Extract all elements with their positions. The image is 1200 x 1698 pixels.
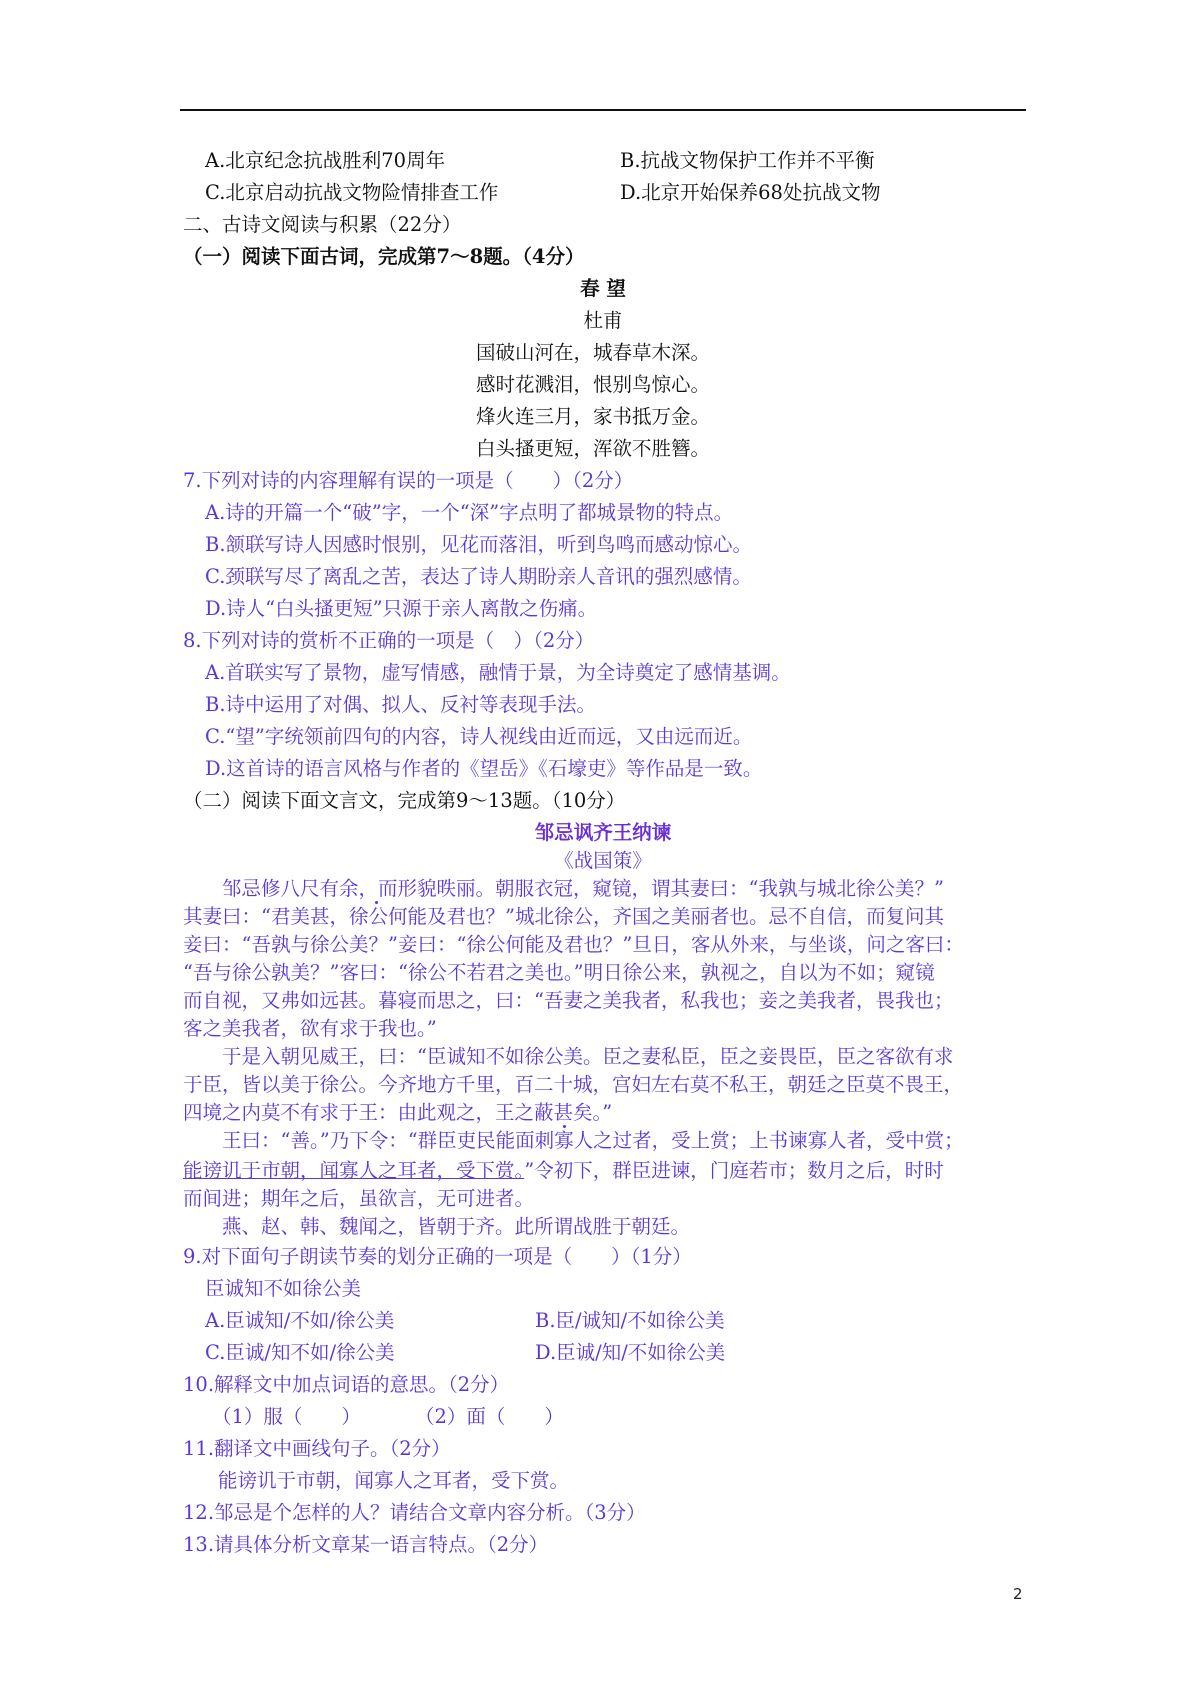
- q7-option: A.诗的开篇一个“破”字，一个“深”字点明了都城景物的特点。: [205, 501, 734, 524]
- q7-option: B.颔联写诗人因感时恨别，见花而落泪，听到鸟鸣而感动惊心。: [205, 533, 753, 556]
- q6-option-b: B.抗战文物保护工作并不平衡: [620, 149, 875, 172]
- q10-stem: 10.解释文中加点词语的意思。（2分）: [183, 1373, 510, 1396]
- poem-line: 国破山河在，城春草木深。: [476, 341, 711, 364]
- part1-title: （一）阅读下面古词，完成第7～8题。（4分）: [183, 245, 585, 268]
- q8-option: A.首联实写了景物，虚写情感，融情于景，为全诗奠定了感情基调。: [205, 661, 791, 684]
- q12-stem: 12.邹忌是个怎样的人？请结合文章内容分析。（3分）: [183, 1501, 646, 1524]
- poem-line: 感时花溅泪，恨别鸟惊心。: [476, 373, 711, 396]
- q8-option: B.诗中运用了对偶、拟人、反衬等表现手法。: [205, 693, 597, 716]
- prose-line-underlined: [183, 1158, 1028, 1184]
- q9-option-b: B.臣/诚知/不如徐公美: [535, 1309, 725, 1332]
- prose-line: 邹忌修八尺有余，而形貌昳丽。朝服衣冠，窥镜，谓其妻曰：“我孰与城北徐公美？”: [183, 877, 944, 900]
- q6-option-c: C.北京启动抗战文物险情排查工作: [205, 181, 499, 204]
- prose-line: 其妻曰：“君美甚，徐公何能及君也？”城北徐公，齐国之美丽者也。忌不自信，而复问其: [183, 905, 944, 928]
- header-rule: [180, 109, 1026, 111]
- page-number: 2: [1013, 1585, 1023, 1603]
- q6-option-a: A.北京纪念抗战胜利70周年: [205, 149, 446, 172]
- q9-option-c: C.臣诚/知不如/徐公美: [205, 1341, 395, 1364]
- prose-title: 邹忌讽齐王纳谏: [534, 821, 672, 844]
- q10-item-1: （1）服（ ）: [212, 1405, 361, 1428]
- prose-line: 于臣，皆以美于徐公。今齐地方千里，百二十城，宫妇左右莫不私王，朝廷之臣莫不畏王，: [183, 1073, 964, 1096]
- q8-stem: 8.下列对诗的赏析不正确的一项是（ ）（2分）: [183, 629, 595, 652]
- q7-option: C.颈联写尽了离乱之苦，表达了诗人期盼亲人音讯的强烈感情。: [205, 565, 752, 588]
- section2-title: 二、古诗文阅读与积累（22分）: [183, 213, 462, 236]
- q11-stem: 11.翻译文中画线句子。（2分）: [183, 1437, 451, 1460]
- prose-line: 于是入朝见威王，曰：“臣诚知不如徐公美。臣之妻私臣，臣之妾畏臣，臣之客欲有求: [183, 1045, 954, 1068]
- prose-line: 燕、赵、韩、魏闻之，皆朝于齐。此所谓战胜于朝廷。: [183, 1215, 691, 1238]
- prose-line: 而自视，又弗如远甚。暮寝而思之，曰：“吾妻之美我者，私我也；妾之美我者，畏我也；: [183, 989, 954, 1012]
- prose-line: 客之美我者，欲有求于我也。”: [183, 1017, 437, 1040]
- q8-option: D.这首诗的语言风格与作者的《望岳》《石壕吏》等作品是一致。: [205, 757, 763, 780]
- prose-line: 王曰：“善。”乃下令：“群臣吏民能面刺寡人之过者，受上赏；上书谏寡人者，受中赏；: [183, 1129, 964, 1152]
- q9-option-d: D.臣诚/知/不如徐公美: [535, 1341, 726, 1364]
- prose-source: 《战国策》: [554, 849, 652, 872]
- prose-line: 而间进；期年之后，虽欲言，无可进者。: [183, 1187, 535, 1210]
- poem-author: 杜甫: [583, 309, 623, 332]
- q7-option: D.诗人“白头搔更短”只源于亲人离散之伤痛。: [205, 597, 598, 620]
- q8-option: C.“望”字统领前四句的内容，诗人视线由近而远，又由远而近。: [205, 725, 753, 748]
- poem-title: 春 望: [580, 277, 626, 300]
- q9-option-a: A.臣诚知/不如/徐公美: [205, 1309, 395, 1332]
- prose-line: 四境之内莫不有求于王：由此观之，王之蔽甚矣。”: [183, 1101, 613, 1124]
- q10-item-2: （2）面（ ）: [415, 1405, 564, 1428]
- q11-sentence: 能谤讥于市朝，闻寡人之耳者，受下赏。: [218, 1469, 570, 1492]
- emphasis-dot: [563, 1125, 566, 1128]
- q7-stem: 7.下列对诗的内容理解有误的一项是（ ）（2分）: [183, 469, 634, 492]
- prose-line-rest: ”令初下，群臣进谏，门庭若市；数月之后，时时: [524, 1159, 944, 1182]
- q13-stem: 13.请具体分析文章某一语言特点。（2分）: [183, 1533, 549, 1556]
- q6-option-d: D.北京开始保养68处抗战文物: [620, 181, 881, 204]
- poem-line: 烽火连三月，家书抵万金。: [476, 405, 711, 428]
- q9-stem: 9.对下面句子朗读节奏的划分正确的一项是（ ）（1分）: [183, 1245, 692, 1268]
- part2-title: （二）阅读下面文言文，完成第9～13题。（10分）: [183, 789, 626, 812]
- q9-sentence: 臣诚知不如徐公美: [205, 1277, 362, 1300]
- poem-line: 白头搔更短，浑欲不胜簪。: [476, 437, 711, 460]
- underlined-sentence: 能谤讥于市朝，闻寡人之耳者，受下赏。: [183, 1159, 525, 1182]
- prose-line: “吾与徐公孰美？”客曰：“徐公不若君之美也。”明日徐公来，孰视之，自以为不如；窥镜: [183, 961, 935, 984]
- prose-line: 妾曰：“吾孰与徐公美？”妾曰：“徐公何能及君也？”旦日，客从外来，与坐谈，问之客曰：: [183, 933, 964, 956]
